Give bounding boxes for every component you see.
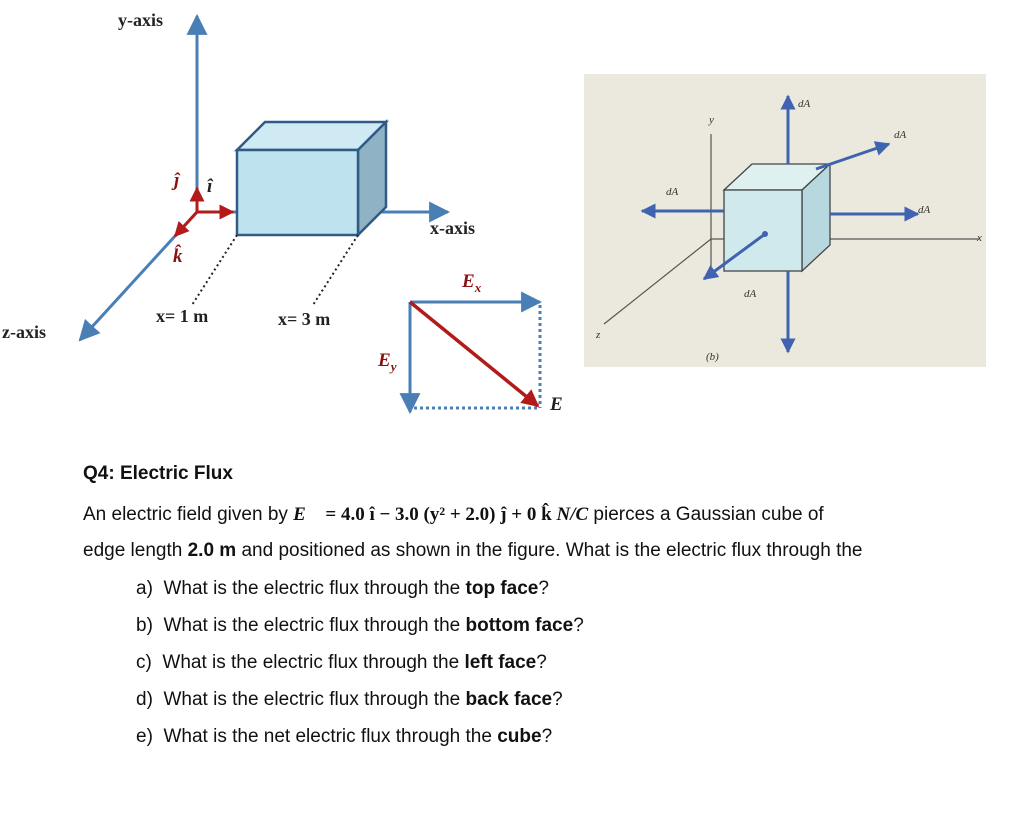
item-text: What is the electric flux through the	[162, 652, 465, 673]
fig2-z-axis	[604, 239, 711, 324]
unit-i-label: î	[207, 176, 213, 197]
item-marker: c)	[136, 652, 152, 673]
unit-j-label: ĵ	[174, 170, 180, 191]
equation-body: = 4.0 î − 3.0 (y² + 2.0) ĵ + 0 k̂	[320, 504, 557, 525]
item-bold: left face	[464, 652, 537, 673]
ey-subscript: y	[390, 358, 397, 374]
list-item	[136, 613, 584, 650]
item-marker: b)	[136, 615, 153, 636]
item-marker: d)	[136, 689, 153, 710]
unit-k-vector	[175, 212, 197, 236]
fig2-z-label: z	[596, 329, 601, 341]
unit-k-label: k̂	[173, 246, 183, 267]
x3-label: x= 3 m	[278, 309, 331, 329]
question-list	[136, 576, 584, 761]
e-resultant-vector	[410, 302, 538, 406]
question-title: Q4: Electric Flux	[83, 463, 233, 484]
ey-label	[378, 350, 396, 375]
item-text: What is the electric flux through the	[163, 689, 466, 710]
list-item	[136, 687, 584, 724]
x1-dotted-line	[192, 235, 237, 305]
item-post: ?	[538, 578, 549, 599]
gaussian-cube	[237, 122, 386, 235]
area-vectors-figure	[584, 74, 986, 367]
item-text: What is the electric flux through the	[163, 615, 466, 636]
ex-subscript: x	[474, 279, 482, 295]
da-label-front: dA⃗	[744, 288, 765, 300]
question-intro-line	[83, 504, 824, 526]
item-post: ?	[573, 615, 584, 636]
question-edge-line	[83, 540, 863, 562]
list-item	[136, 724, 584, 761]
equation-unit: N/C	[556, 504, 589, 525]
z-axis-label: z-axis	[2, 322, 46, 342]
edge-post: and positioned as shown in the figure. What is the electric flux through the	[236, 540, 863, 561]
equation-e-vector: E⃗	[293, 504, 321, 525]
ex-label	[462, 271, 481, 296]
item-text: What is the electric flux through the	[163, 578, 466, 599]
item-bold: bottom face	[465, 615, 574, 636]
da-label-back: dA⃗	[894, 129, 915, 141]
item-post: ?	[552, 689, 563, 710]
e-vector-label: E⃗	[550, 394, 578, 415]
y-axis-label: y-axis	[118, 10, 163, 30]
item-bold: cube	[497, 726, 542, 747]
fig2-caption: (b)	[706, 351, 719, 363]
fig2-cube	[724, 164, 830, 271]
back-area-vector	[816, 144, 889, 169]
item-marker: a)	[136, 578, 153, 599]
ey-letter: E	[378, 350, 391, 371]
fig2-x-label: x	[977, 232, 982, 244]
list-item	[136, 650, 584, 687]
x-axis-label: x-axis	[430, 218, 475, 238]
da-label-left: dA⃗	[666, 186, 687, 198]
edge-length: 2.0 m	[187, 540, 237, 561]
item-text: What is the net electric flux through the	[163, 726, 498, 747]
cube-axes-figure	[0, 0, 580, 440]
item-bold: back face	[465, 689, 553, 710]
item-marker: e)	[136, 726, 153, 747]
edge-pre: edge length	[83, 540, 188, 561]
intro-pre: An electric field given by	[83, 504, 294, 525]
item-post: ?	[541, 726, 553, 747]
fig2-y-label: y	[709, 114, 714, 126]
x1-label: x= 1 m	[156, 306, 209, 326]
da-label-top: dA⃗	[798, 98, 819, 110]
item-bold: top face	[465, 578, 539, 599]
ex-letter: E	[462, 271, 475, 292]
da-label-right: dA⃗	[918, 204, 939, 216]
area-vectors-drawing	[584, 74, 986, 367]
front-face-dot	[762, 231, 768, 237]
list-item	[136, 576, 584, 613]
x3-dotted-line	[313, 235, 358, 305]
intro-post: pierces a Gaussian cube of	[588, 504, 824, 525]
item-post: ?	[536, 652, 547, 673]
